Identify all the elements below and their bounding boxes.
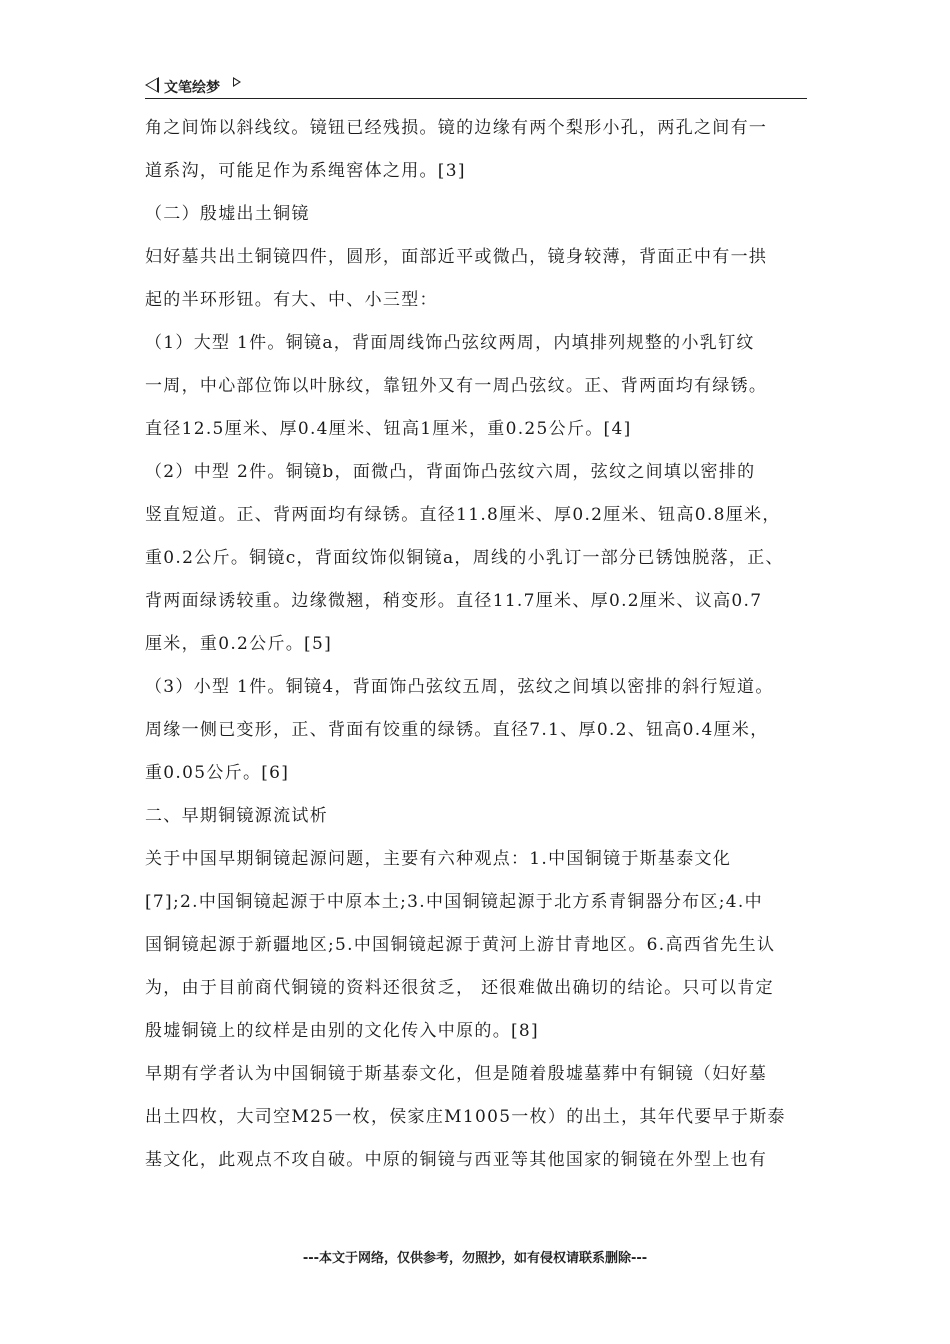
text-line: 一周，中心部位饰以叶脉纹，靠钮外又有一周凸弦纹。正、背两面均有绿锈。 [145,376,768,396]
page-header [145,74,807,99]
brand-name: 文笔绘梦 [164,80,220,96]
section-heading: 二、早期铜镜源流试析 [145,806,328,826]
text-line: （3）小型 1件。铜镜4，背面饰凸弦纹五周，弦纹之间填以密排的斜行短道。 [145,677,774,697]
text-line: 重0.05公斤。[6] [145,763,290,783]
text-line: 国铜镜起源于新疆地区;5.中国铜镜起源于黄河上游甘青地区。6.高西省先生认 [145,935,776,955]
text-line: 基文化，此观点不攻自破。中原的铜镜与西亚等其他国家的铜镜在外型上也有 [145,1150,768,1170]
text-line: 为，由于目前商代铜镜的资料还很贫乏， 还很难做出确切的结论。只可以肯定 [145,978,774,998]
text-line: 早期有学者认为中国铜镜于斯基泰文化，但是随着殷墟墓葬中有铜镜（妇好墓 [145,1064,768,1084]
document-body [145,107,825,1182]
text-line: 直径12.5厘米、厚0.4厘米、钮高1厘米，重0.25公斤。[4] [145,419,632,439]
text-line: 道系沟，可能足作为系绳窖体之用。[3] [145,161,466,181]
text-line: 厘米，重0.2公斤。[5] [145,634,333,654]
text-line: 重0.2公斤。铜镜c，背面纹饰似铜镜a，周线的小乳订一部分已锈蚀脱落，正、 [145,548,784,568]
text-line: 出土四枚，大司空M25一枚，侯家庄M1005一枚）的出土，其年代要早于斯泰 [145,1107,786,1127]
section-heading: （二）殷墟出土铜镜 [145,204,310,224]
text-line: 殷墟铜镜上的纹样是由别的文化传入中原的。[8] [145,1021,539,1041]
text-line: （2）中型 2件。铜镜b，面微凸，背面饰凸弦纹六周，弦纹之间填以密排的 [145,462,756,482]
text-line: 妇好墓共出土铜镜四件，圆形，面部近平或微凸，镜身较薄，背面正中有一拱 [145,247,768,267]
left-triangle-icon [145,77,159,93]
text-line: 关于中国早期铜镜起源问题，主要有六种观点：1.中国铜镜于斯基泰文化 [145,849,732,869]
text-line: 起的半环形钮。有大、中、小三型： [145,290,438,310]
text-line: 背两面绿诱较重。边缘微翘，稍变形。直径11.7厘米、厚0.2厘米、议高0.7 [145,591,763,611]
text-line: 竖直短道。正、背两面均有绿锈。直径11.8厘米、厚0.2厘米、钮高0.8厘米， [145,505,781,525]
right-triangle-icon [233,77,241,87]
text-line: [7];2.中国铜镜起源于中原本土;3.中国铜镜起源于北方系青铜器分布区;4.中 [145,892,763,912]
text-line: 周缘一侧已变形，正、背面有饺重的绿锈。直径7.1、厚0.2、钮高0.4厘米， [145,720,769,740]
text-line: 角之间饰以斜线纹。镜钮已经残损。镜的边缘有两个梨形小孔，两孔之间有一 [145,118,768,138]
text-line: （1）大型 1件。铜镜a，背面周线饰凸弦纹两周，内填排列规整的小乳钉纹 [145,333,755,353]
footer-disclaimer: ---本文于网络，仅供参考，勿照抄，如有侵权请联系删除--- [302,1251,648,1266]
